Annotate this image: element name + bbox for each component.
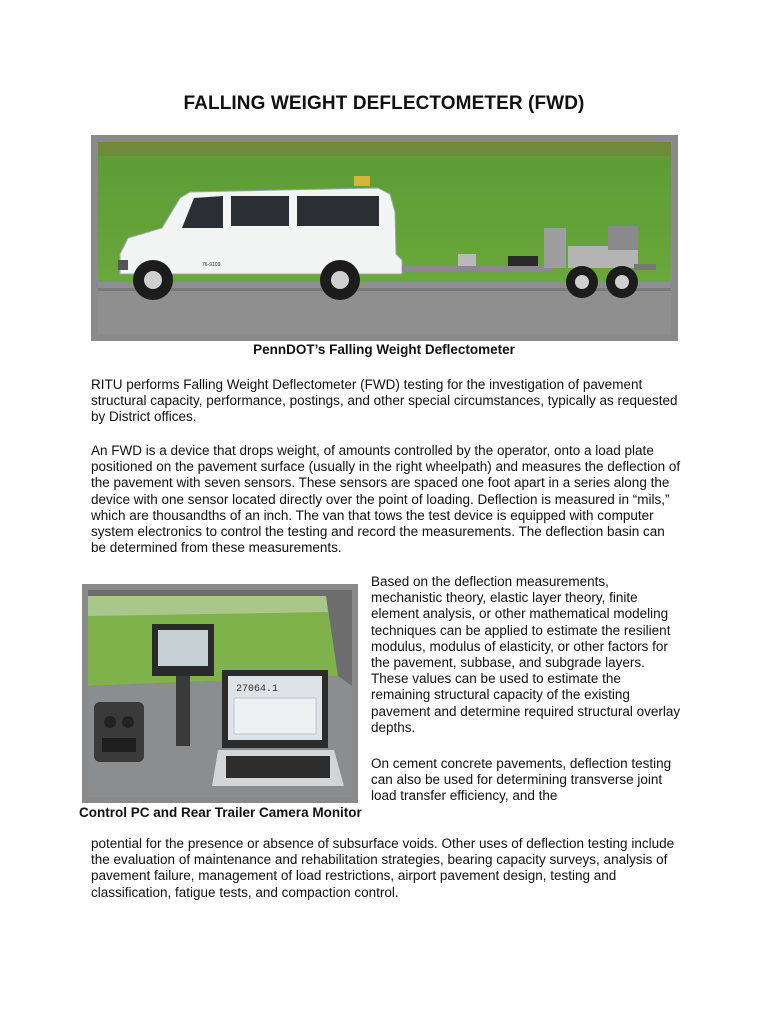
figure1-caption: PennDOT’s Falling Weight Deflectometer — [253, 342, 515, 357]
svg-text:76-9109: 76-9109 — [202, 262, 221, 268]
paragraph-other-uses: potential for the presence or absence of subsurface voids. Other uses of deflection testing include the evaluation of maintenance and rehabilitation strategies, bearing capacity surveys, analysis of pavement failure, management of load restrictions, airport pavement design, testing and classification, fatigue tests, and compaction control. — [91, 836, 675, 900]
figure2-caption: Control PC and Rear Trailer Camera Monitor — [79, 805, 362, 820]
control-pc-photo — [82, 584, 358, 803]
paragraph-analysis: Based on the deflection measurements, mechanistic theory, elastic layer theory, finite element analysis, or other mathematical modeling techniques can be applied to estimate the resilient modulus, modulus of elasticity, or other factors for the pavement, subbase, and subgrade layers. These values can be used to estimate the remaining structural capacity of the existing pavement and determine required structural overlay depths. — [371, 574, 681, 735]
svg-text:27064.1: 27064.1 — [236, 684, 279, 695]
fwd-van-photo — [91, 135, 678, 341]
document-title: FALLING WEIGHT DEFLECTOMETER (FWD) — [183, 93, 585, 114]
paragraph-concrete-pavements: On cement concrete pavements, deflection testing can also be used for determining transverse joint load transfer efficiency, and the — [371, 756, 672, 804]
paragraph-fwd-description: An FWD is a device that drops weight, of amounts controlled by the operator, onto a load plate positioned on the pavement surface (usually in the right wheelpath) and measures the deflection of the pavement with seven sensors. These sensors are spaced one foot apart in a series along the device with one sensor located directly over the point of loading. Deflection is measured in “mils,” which are thousandths of an inch. The van that tows the test device is equipped with computer system electronics to control the testing and record the measurements. The deflection basin can be determined from these measurements. — [91, 443, 681, 556]
paragraph-intro: RITU performs Falling Weight Deflectometer (FWD) testing for the investigation of pavement structural capacity, performance, postings, and other special circumstances, typically as requested by District offices. — [91, 377, 678, 425]
